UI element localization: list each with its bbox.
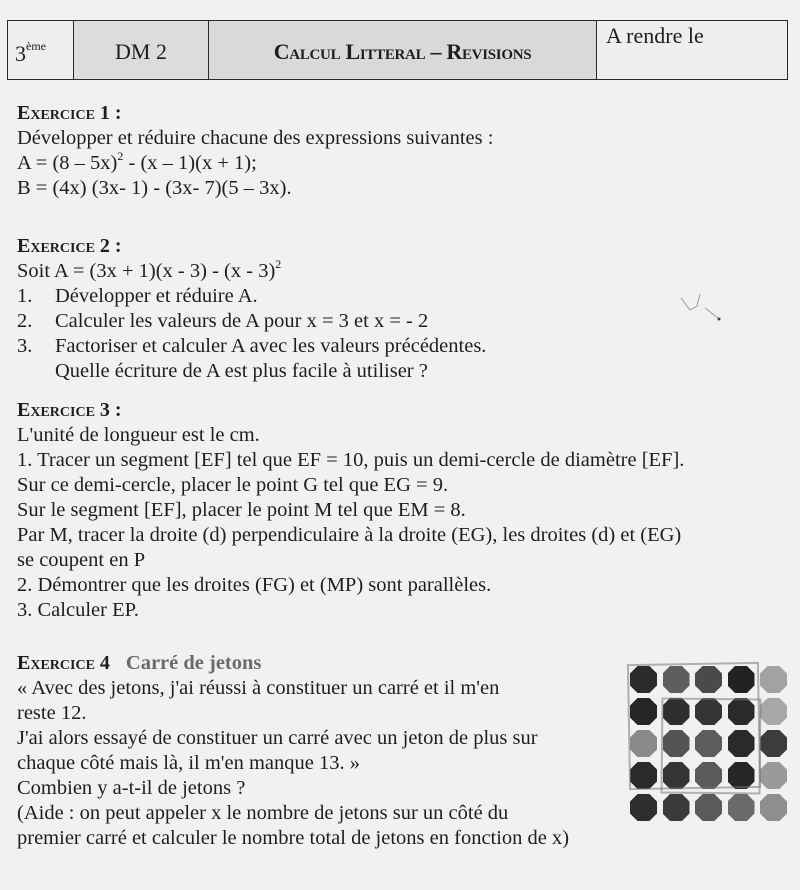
header-assignment-cell: [74, 21, 209, 79]
exercise-3-line: Par M, tracer la droite (d) perpendiculaire à la droite (EG), les droites (d) et (EG): [17, 524, 682, 546]
exercise-3-line: L'unité de longueur est le cm.: [17, 424, 260, 446]
exercise-2-followup: Quelle écriture de A est plus facile à utiliser ?: [55, 360, 428, 382]
token-grid-illustration: [625, 660, 800, 830]
header-table: [7, 20, 788, 80]
exercise-2-item: 3. Factoriser et calculer A avec les valeurs précédentes.: [17, 335, 487, 357]
token: [760, 666, 787, 693]
exercise-4-subtitle: Carré de jetons: [125, 652, 262, 674]
exercise-3-title: Exercice 3 :: [17, 399, 122, 421]
assignment-label: DM 2: [115, 39, 167, 64]
exercise-4-heading: [17, 651, 261, 676]
exercise-3-line: se coupent en P: [17, 549, 146, 571]
exercise-4-line: « Avec des jetons, j'ai réussi à constituer un carré et il m'en: [17, 677, 500, 699]
exercise-3-line: 2. Démontrer que les droites (FG) et (MP) sont parallèles.: [17, 574, 492, 596]
exercise-3-line: 3. Calculer EP.: [17, 599, 139, 621]
exercise-4-line: chaque côté mais là, il m'en manque 13. »: [17, 752, 360, 774]
exercise-2-item: 2. Calculer les valeurs de A pour x = 3 et x = - 2: [17, 310, 429, 332]
exercise-1-expression-b: B = (4x) (3x- 1) - (3x- 7)(5 – 3x).: [17, 177, 292, 199]
exercise-3-line: Sur le segment [EF], placer le point M tel que EM = 8.: [17, 499, 466, 521]
document-title: Calcul Litteral – Revisions: [273, 39, 532, 64]
class-level: 3ème: [15, 39, 46, 66]
token: [760, 762, 787, 789]
exercise-1-expression-a: A = (8 – 5x)$^2$ - (x – 1)(x + 1);: [17, 149, 257, 174]
header-level-cell: [8, 21, 74, 79]
exercise-2-intro: Soit A = (3x + 1)(x - 3) - (x - 3)$^2$: [17, 257, 282, 282]
exercise-4-line: (Aide : on peut appeler x le nombre de jetons sur un côté du: [17, 802, 509, 824]
token: [695, 794, 722, 821]
due-date-label: A rendre le: [606, 23, 704, 48]
pencil-mark: [675, 290, 725, 330]
token: [760, 730, 787, 757]
token: [760, 794, 787, 821]
exercise-4-line: premier carré et calculer le nombre total de jetons en fonction de x): [17, 827, 570, 849]
exercise-4-title: Exercice 4: [17, 652, 110, 674]
token: [760, 698, 787, 725]
exercise-4-line: reste 12.: [17, 702, 87, 724]
pencil-square-inner: [661, 697, 762, 794]
exercise-3-line: Sur ce demi-cercle, placer le point G tel que EG = 9.: [17, 474, 449, 496]
exercise-4-line: Combien y a-t-il de jetons ?: [17, 777, 246, 799]
token: [663, 794, 690, 821]
exercise-1-title: Exercice 1 :: [17, 102, 122, 124]
token: [630, 794, 657, 821]
header-due-cell: [597, 21, 787, 79]
exercise-1-intro: Développer et réduire chacune des expressions suivantes :: [17, 127, 494, 149]
header-title-cell: [209, 21, 597, 79]
exercise-3-line: 1. Tracer un segment [EF] tel que EF = 10, puis un demi-cercle de diamètre [EF].: [17, 449, 685, 471]
token: [728, 794, 755, 821]
exercise-2-title: Exercice 2 :: [17, 235, 122, 257]
exercise-2-item: 1. Développer et réduire A.: [17, 285, 258, 307]
exercise-4-line: J'ai alors essayé de constituer un carré avec un jeton de plus sur: [17, 727, 538, 749]
